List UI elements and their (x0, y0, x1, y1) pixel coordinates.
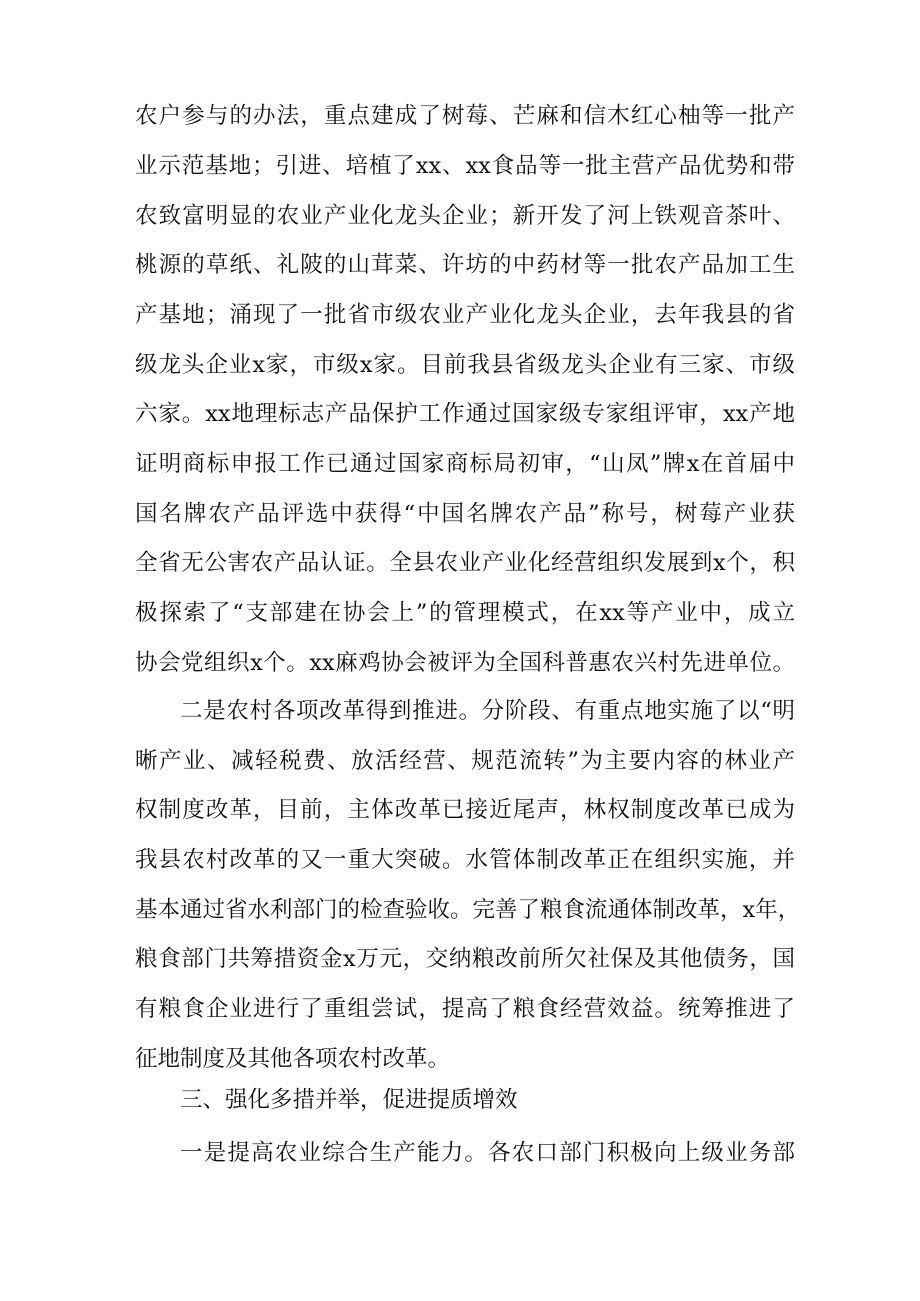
text-line: 农致富明显的农业产业化龙头企业；新开发了河上铁观音茶叶、 (135, 203, 795, 229)
text-line: 桃源的草纸、礼陂的山茸菜、许坊的中药材等一批农产品加工生 (135, 252, 795, 278)
text-line: 我县农村改革的又一重大突破。水管体制改革正在组织实施，并 (135, 847, 795, 873)
text-line: 权制度改革，目前，主体改革已接近尾声，林权制度改革已成为 (135, 797, 795, 823)
paragraph-first-line: 二是农村各项改革得到推进。分阶段、有重点地实施了以“明 (180, 698, 795, 724)
paragraph-first-line: 一是提高农业综合生产能力。各农口部门积极向上级业务部 (180, 1140, 795, 1166)
text-line: 有粮食企业进行了重组尝试，提高了粮食经营效益。统筹推进了 (135, 996, 795, 1022)
text-line: 六家。xx地理标志产品保护工作通过国家级专家组评审，xx产地 (135, 401, 795, 427)
text-line: 协会党组织x个。xx麻鸡协会被评为全国科普惠农兴村先进单位。 (135, 650, 795, 676)
text-line: 粮食部门共筹措资金x万元，交纳粮改前所欠社保及其他债务，国 (135, 946, 795, 972)
text-line: 征地制度及其他各项农村改革。 (135, 1046, 451, 1072)
text-line: 产基地；涌现了一批省市级农业产业化龙头企业，去年我县的省 (135, 302, 795, 328)
text-line: 基本通过省水利部门的检查验收。完善了粮食流通体制改革，x年， (135, 897, 801, 923)
text-line: 晰产业、减轻税费、放活经营、规范流转”为主要内容的林业产 (135, 748, 795, 774)
text-line: 农户参与的办法，重点建成了树莓、芒麻和信木红心柚等一批产 (135, 103, 795, 129)
text-line: 国名牌农产品评选中获得“中国名牌农产品”称号，树莓产业获 (135, 501, 795, 527)
text-line: 全省无公害农产品认证。全县农业产业化经营组织发展到x个，积 (135, 550, 795, 576)
text-line: 证明商标申报工作已通过国家商标局初审，“山凤”牌x在首届中 (135, 451, 795, 477)
section-heading: 三、强化多措并举，促进提质增效 (180, 1087, 518, 1113)
text-line: 级龙头企业x家，市级x家。目前我县省级龙头企业有三家、市级 (135, 352, 795, 378)
text-line: 极探索了“支部建在协会上”的管理模式，在xx等产业中，成立 (135, 600, 795, 626)
text-line: 业示范基地；引进、培植了xx、xx食品等一批主营产品优势和带 (135, 153, 795, 179)
